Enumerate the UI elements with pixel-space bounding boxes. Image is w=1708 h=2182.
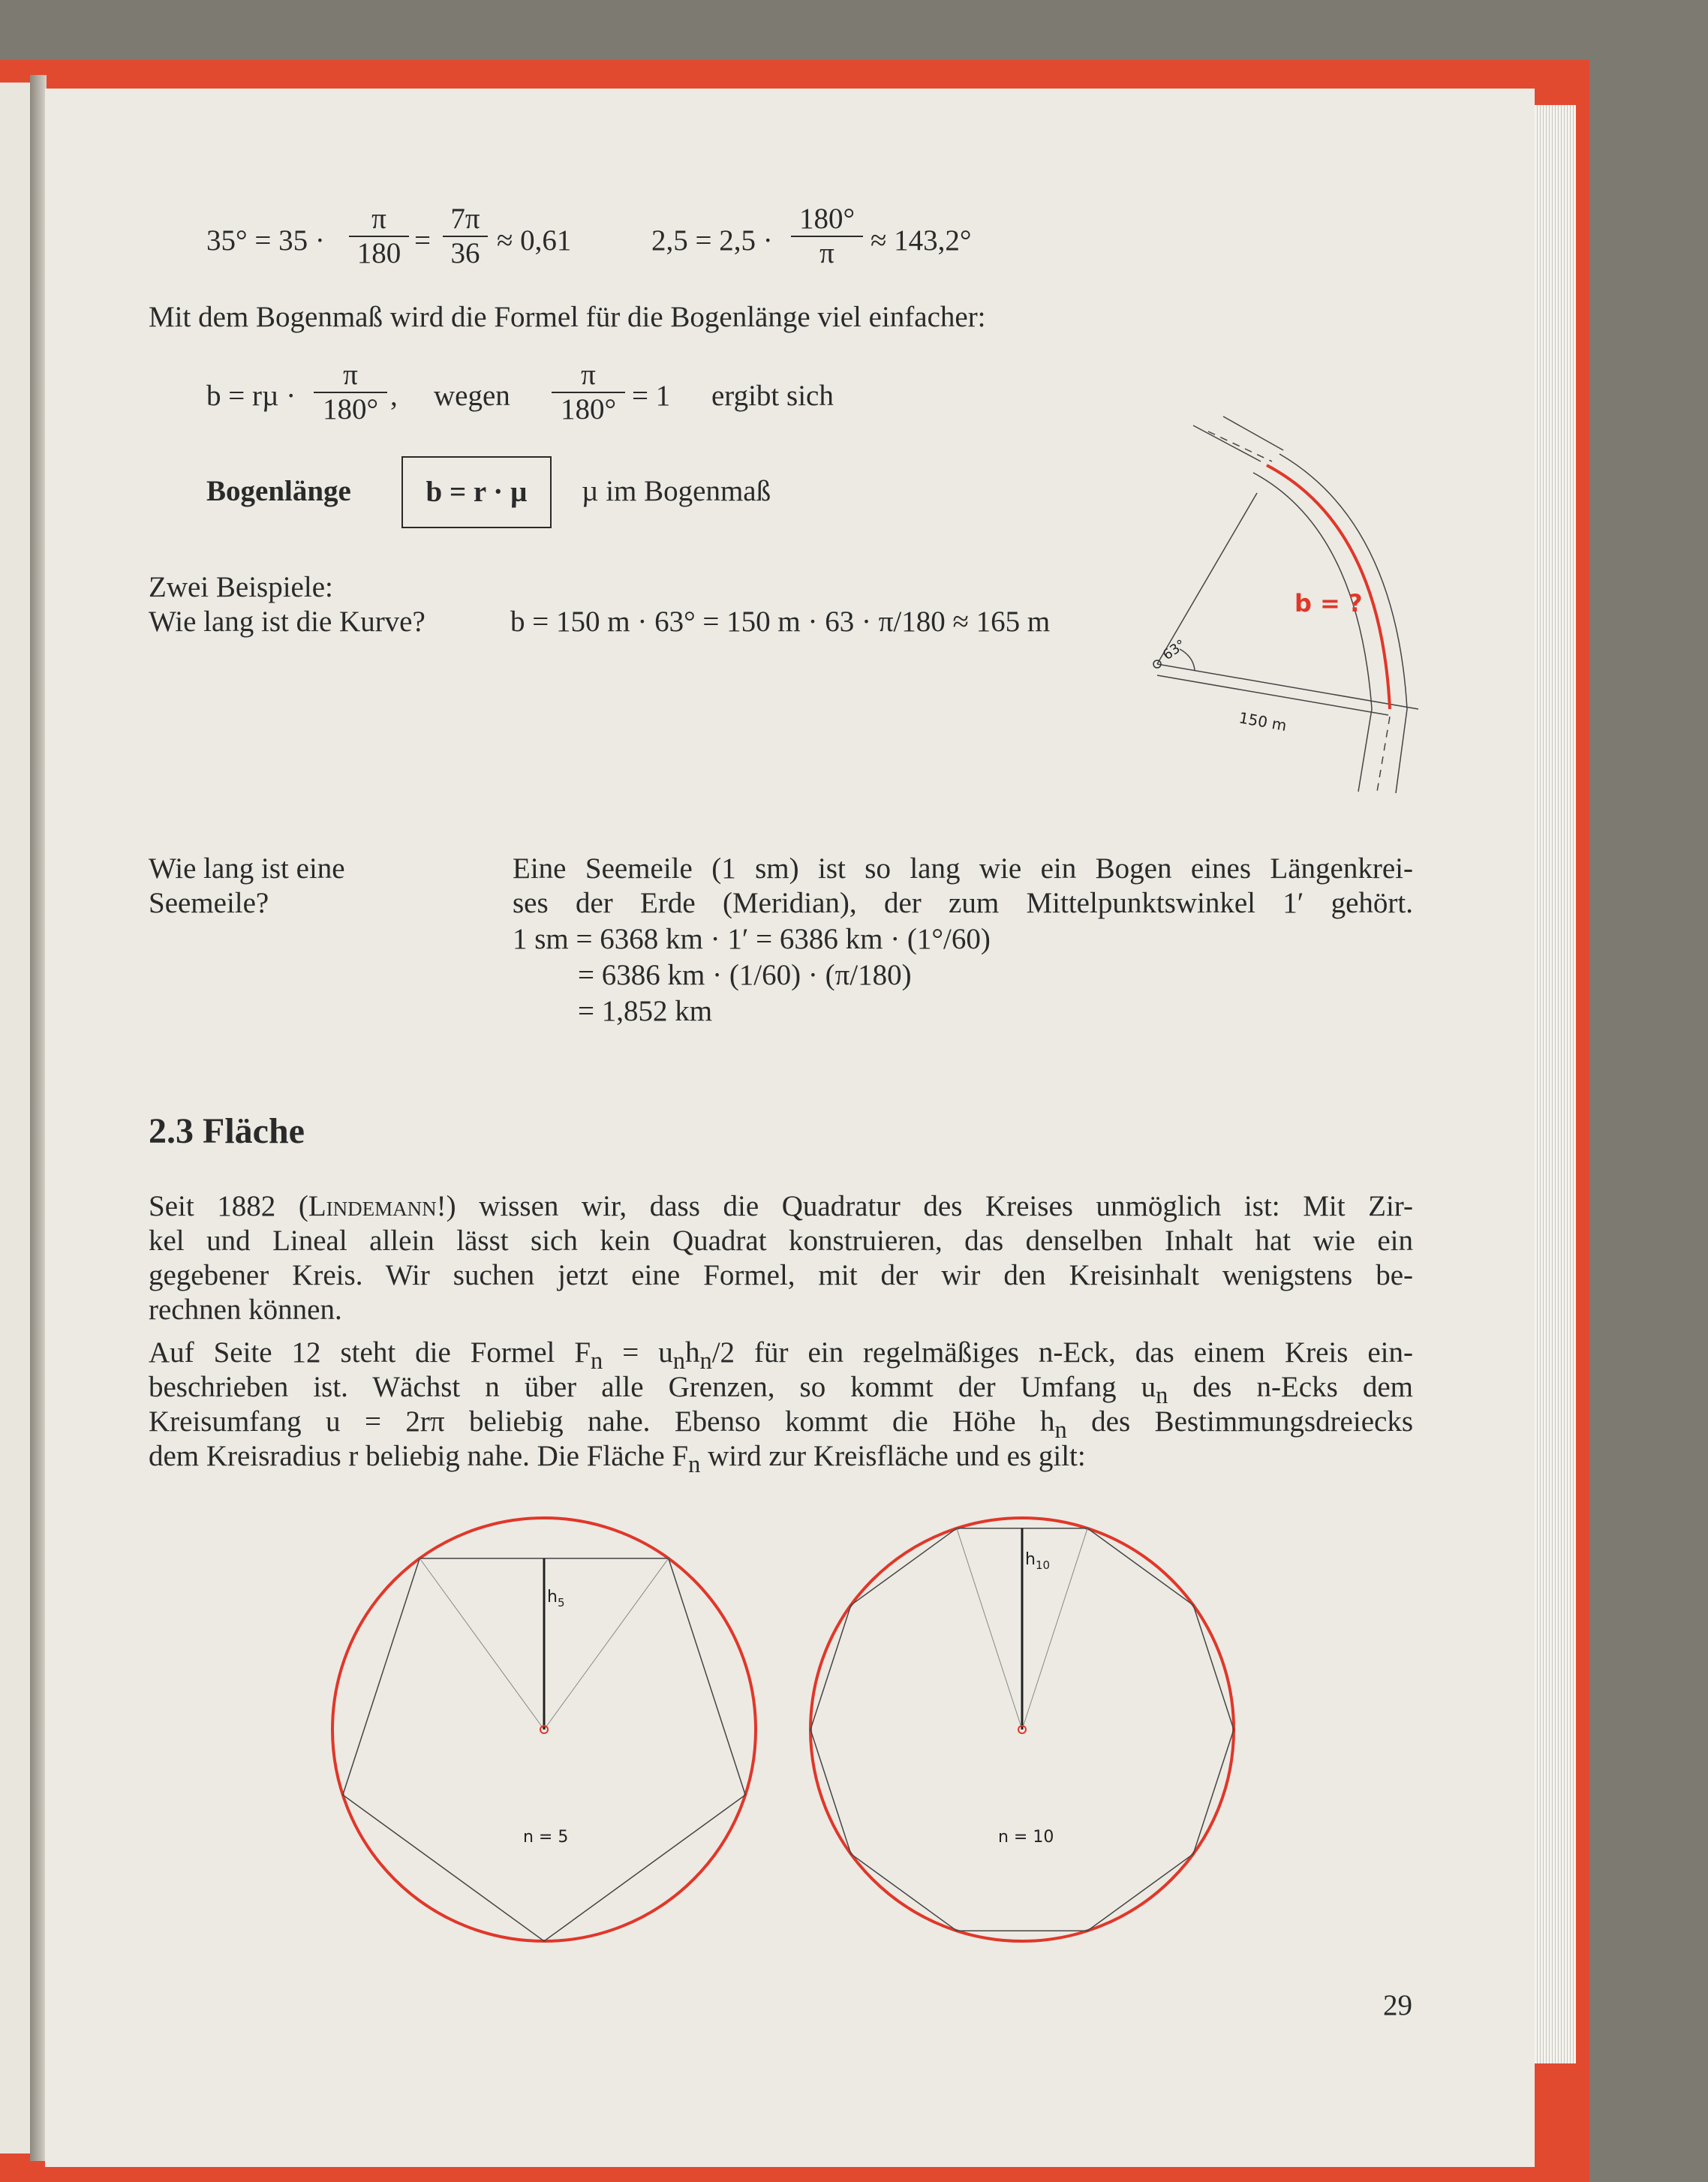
fraction-pi-180deg-2: $\frac{\pi}{180^\circ}$: [552, 359, 625, 426]
radius-label: 150 m: [1237, 708, 1289, 735]
para1-line4: rechnen können.: [149, 1294, 342, 1326]
para2-line1: Auf Seite 12 steht die Formel $F_n = u_nh_n/2$ für ein regelmäßiges n-Eck, das einem Kreis ein-: [149, 1336, 1414, 1375]
fraction-180-pi: $\frac{180^\circ}{\pi}$: [791, 203, 863, 270]
example-answer: b = 150 m · 63° = 150 m · 63 · π/180 ≈ 165 m: [510, 606, 1051, 638]
straight-road-bottom-right: [1396, 709, 1407, 793]
road-center-dashed: [1208, 431, 1272, 461]
seemeile-question-1: Wie lang ist eine: [149, 852, 345, 885]
result-deg: ≈ 143,2°: [871, 224, 972, 257]
result-rad: ≈ 0,61: [497, 224, 572, 257]
formula-b: b = rµ ·: [206, 380, 296, 412]
seemeile-answer-5: = 1,852 km: [578, 995, 713, 1027]
bogenlaenge-label: Bogenlänge: [206, 475, 351, 507]
fraction-pi-180: $\frac{\pi}{180}$: [349, 203, 409, 270]
straight-road-top-right: [1223, 416, 1283, 450]
polygon-figure-n5: [326, 1512, 762, 1947]
intro-sentence: Mit dem Bogenmaß wird die Formel für die Bogenlänge viel einfacher:: [149, 301, 986, 333]
para2-line4: dem Kreisradius r beliebig nahe. Die Fläche $F_n$ wird zur Kreisfläche und es gilt:: [149, 1440, 1086, 1478]
fraction-7pi-36: $\frac{7\pi}{36}$: [443, 203, 488, 270]
equals-one: = 1: [632, 380, 671, 412]
spoke-line: [957, 1528, 1022, 1730]
radius-line-2: [1157, 664, 1418, 709]
seemeile-answer-1: Eine Seemeile (1 sm) ist so lang wie ein Bogen eines Längenkrei-: [513, 852, 1413, 885]
fraction-pi-180deg: $\frac{\pi}{180^\circ}$: [314, 359, 387, 426]
dimension-line: [1157, 675, 1388, 715]
formula-rad-to-deg: 2,5 = 2,5 ·: [651, 224, 773, 257]
para2-line2: beschrieben ist. Wächst n über alle Grenzen, so kommt der Umfang $u_n$ des n-Ecks dem: [149, 1371, 1413, 1409]
polygon-figure-n10: [804, 1512, 1240, 1947]
arc-question-label: b = ?: [1295, 589, 1363, 618]
straight-road-bottom-left: [1358, 709, 1372, 792]
radius-line-1: [1157, 493, 1257, 664]
label-n5: n = 5: [523, 1828, 569, 1847]
spoke-line: [419, 1558, 544, 1730]
para1-line2: kel und Lineal allein lässt sich kein Quadrat konstruieren, das denselben Inhalt hat wie ein: [149, 1225, 1413, 1257]
left-page-edge: [0, 83, 30, 2153]
label-n10: n = 10: [998, 1828, 1054, 1847]
equals-sign: =: [414, 224, 431, 257]
example-question: Wie lang ist die Kurve?: [149, 606, 425, 638]
para2-line3: Kreisumfang u = 2rπ beliebig nahe. Ebenso kommt die Höhe $h_n$ des Bestimmungsdreiecks: [149, 1405, 1414, 1444]
book-spine: [30, 75, 47, 2161]
height-label-h5: $h_5$: [547, 1588, 565, 1609]
para1-line1: Seit 1882 (Lindemann!) wissen wir, dass die Quadratur des Kreises unmöglich ist: Mit Zir-: [149, 1190, 1413, 1222]
bogenlaenge-formula-box: b = r · µ: [401, 456, 552, 528]
arc-b-red: [1267, 465, 1390, 709]
seemeile-answer-3: 1 sm = 6368 km · 1′ = 6386 km · (1°/60): [513, 923, 991, 955]
section-title: 2.3 Fläche: [149, 1111, 305, 1151]
seemeile-answer-2: ses der Erde (Meridian), der zum Mittelpunktswinkel 1′ gehört.: [513, 887, 1413, 919]
word-wegen: wegen: [434, 380, 510, 412]
page-edges: [1535, 105, 1576, 2063]
seemeile-answer-4: = 6386 km · (1/60) · (π/180): [578, 959, 912, 991]
para1-line3: gegebener Kreis. Wir suchen jetzt eine Formel, mit der wir den Kreisinhalt wenigstens be-: [149, 1259, 1413, 1291]
bogenlaenge-note: µ im Bogenmaß: [582, 475, 771, 507]
seemeile-question-2: Seemeile?: [149, 887, 269, 919]
road-bottom-dashed: [1377, 717, 1390, 792]
formula-deg-to-rad: 35° = 35 ·: [206, 224, 325, 257]
height-label-h10: $h_{10}$: [1025, 1550, 1051, 1572]
page-number: 29: [1383, 1989, 1412, 2021]
examples-heading: Zwei Beispiele:: [149, 571, 333, 603]
angle-label: 63°: [1159, 636, 1189, 664]
spoke-line: [544, 1558, 669, 1730]
comma: ,: [390, 380, 398, 412]
straight-road-top-left: [1193, 425, 1261, 461]
curve-figure: [1133, 409, 1448, 807]
word-ergibt: ergibt sich: [711, 380, 834, 412]
